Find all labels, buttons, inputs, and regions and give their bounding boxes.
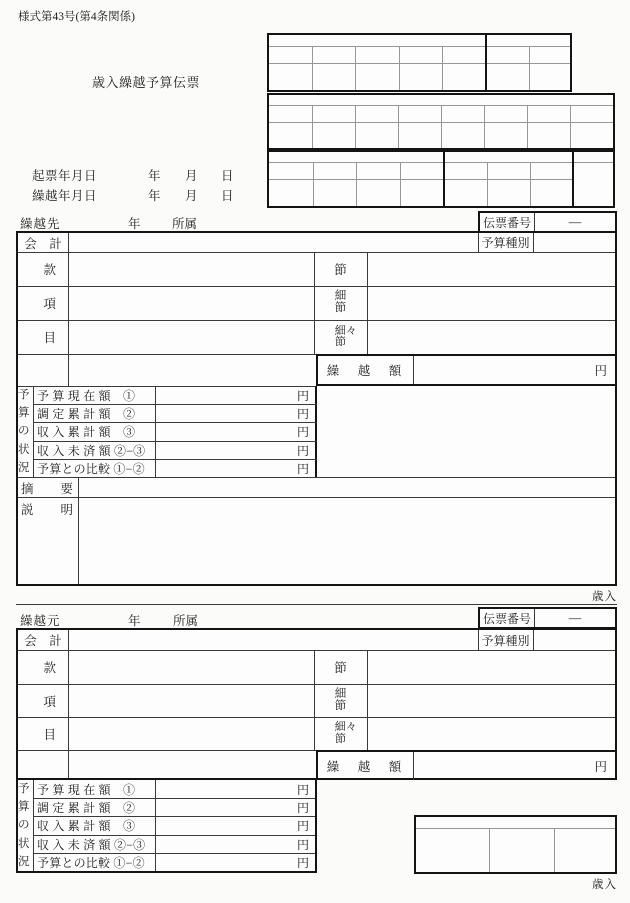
budget-type-label: 予算種別 bbox=[481, 633, 530, 648]
top-grid-c-middle bbox=[443, 152, 572, 206]
account-label: 会 計 bbox=[24, 634, 62, 648]
status-row-received: 収 入 累 計 額 ③ 円 bbox=[37, 819, 309, 833]
carryover-amount-box bbox=[316, 354, 617, 386]
draft-month-label: 月 bbox=[185, 169, 198, 183]
setsu-value-cell bbox=[367, 650, 615, 684]
kou-value-cell bbox=[68, 684, 314, 717]
section2-affiliation-label: 所属 bbox=[173, 614, 199, 628]
carryover-amount-box bbox=[316, 750, 617, 780]
carryover-day-label: 日 bbox=[221, 189, 234, 203]
status-row-comparison: 予算との比較 ①−② 円 bbox=[37, 855, 309, 870]
section2-category-footer: 歳入 bbox=[592, 879, 617, 891]
status-row-unreceived: 収 入 未 済 額 ②−③ 円 bbox=[37, 443, 309, 458]
section2-form bbox=[16, 628, 617, 780]
form-number-label: 様式第43号(第4条関係) bbox=[18, 11, 135, 23]
top-grid-a-left bbox=[269, 35, 485, 90]
section2-year-label: 年 bbox=[128, 614, 141, 628]
kou-label: 項 bbox=[43, 694, 56, 709]
slip-number-value: — bbox=[568, 214, 582, 229]
account-value-cell bbox=[68, 233, 478, 252]
slip-number-value: — bbox=[568, 610, 582, 625]
draft-day-label: 日 bbox=[221, 169, 234, 183]
section-divider-line bbox=[16, 604, 617, 605]
status-row-received: 収 入 累 計 額 ③ 円 bbox=[37, 425, 309, 439]
saisetsu-value-cell bbox=[367, 684, 615, 717]
section2-party-label: 繰越元 bbox=[20, 614, 61, 628]
saisaisetsu-label: 細々節 bbox=[334, 721, 357, 745]
top-grid-a-right bbox=[485, 35, 570, 90]
carryover-amount-label: 繰 越 額 bbox=[318, 752, 414, 780]
kan-label: 款 bbox=[43, 263, 56, 277]
kan-label: 款 bbox=[43, 661, 56, 675]
draft-date-label: 起票年月日 bbox=[32, 169, 98, 183]
section1-party-label: 繰越先 bbox=[20, 217, 61, 231]
section1-year-label: 年 bbox=[128, 217, 141, 231]
setsu-label: 節 bbox=[334, 263, 347, 277]
status-row-current: 予 算 現 在 額 ① 円 bbox=[37, 388, 309, 403]
moku-value-cell bbox=[68, 320, 314, 354]
budget-status-vertical-label: 予算の状況 bbox=[18, 783, 30, 868]
carryover-date-label: 繰越年月日 bbox=[32, 189, 98, 203]
moku-label: 目 bbox=[43, 727, 56, 742]
slip-number-label: 伝票番号 bbox=[480, 213, 535, 231]
status-row-comparison: 予算との比較 ①−② 円 bbox=[37, 461, 309, 476]
explanation-value-cell bbox=[78, 497, 615, 584]
top-grid-c-left bbox=[269, 152, 443, 206]
top-grid-b-body bbox=[269, 95, 613, 148]
saisetsu-label: 細節 bbox=[334, 290, 347, 314]
saisetsu-value-cell bbox=[367, 286, 615, 320]
status-row-unreceived: 収 入 未 済 額 ②−③ 円 bbox=[37, 837, 309, 852]
moku-label: 目 bbox=[43, 331, 56, 345]
kan-value-cell bbox=[68, 252, 314, 286]
kou-label: 項 bbox=[43, 297, 56, 311]
approval-stamp-table bbox=[414, 815, 617, 874]
page-title: 歳入繰越予算伝票 bbox=[92, 75, 201, 90]
saisetsu-label: 細節 bbox=[334, 687, 347, 712]
status-row-current: 予 算 現 在 額 ① 円 bbox=[37, 782, 309, 797]
slip-number-label: 伝票番号 bbox=[480, 609, 535, 627]
status-row-assessed: 調 定 累 計 額 ② 円 bbox=[37, 800, 309, 815]
budget-type-label: 予算種別 bbox=[481, 236, 530, 250]
carryover-amount-value-cell: 円 bbox=[594, 364, 607, 378]
status-row-assessed: 調 定 累 計 額 ② 円 bbox=[37, 406, 309, 421]
saisaisetsu-value-cell bbox=[367, 717, 615, 750]
setsu-value-cell bbox=[367, 252, 615, 286]
moku-value-cell bbox=[68, 717, 314, 750]
top-grid-a bbox=[267, 33, 572, 92]
carryover-amount-label: 繰 越 額 bbox=[318, 356, 414, 384]
account-value-cell bbox=[68, 630, 478, 650]
carryover-amount-value-cell: 円 bbox=[594, 760, 607, 774]
explanation-label: 説 明 bbox=[21, 503, 73, 517]
section1-form bbox=[16, 231, 617, 586]
kan-value-cell bbox=[68, 650, 314, 684]
budget-status-vertical-label: 予算の状況 bbox=[18, 389, 30, 474]
budget-type-value-cell bbox=[533, 233, 615, 252]
setsu-label: 節 bbox=[334, 661, 347, 675]
summary-label: 摘 要 bbox=[21, 482, 73, 496]
carryover-year-label: 年 bbox=[148, 189, 161, 203]
saisaisetsu-label: 細々節 bbox=[334, 324, 357, 348]
budget-type-value-cell bbox=[533, 630, 615, 650]
draft-year-label: 年 bbox=[148, 169, 161, 183]
top-grid-c-right bbox=[572, 152, 613, 206]
top-grid-b bbox=[267, 93, 615, 150]
section2-slip-number-box bbox=[478, 607, 617, 629]
top-grid-c bbox=[267, 150, 615, 208]
account-label: 会 計 bbox=[24, 236, 62, 251]
section1-category-footer: 歳入 bbox=[592, 591, 617, 603]
saisaisetsu-value-cell bbox=[367, 320, 615, 354]
summary-value-cell bbox=[78, 477, 615, 497]
kou-value-cell bbox=[68, 286, 314, 320]
carryover-month-label: 月 bbox=[185, 189, 198, 203]
section2-budget-status-block bbox=[16, 778, 317, 873]
section1-affiliation-label: 所属 bbox=[172, 217, 198, 231]
section1-slip-number-box bbox=[478, 211, 617, 233]
